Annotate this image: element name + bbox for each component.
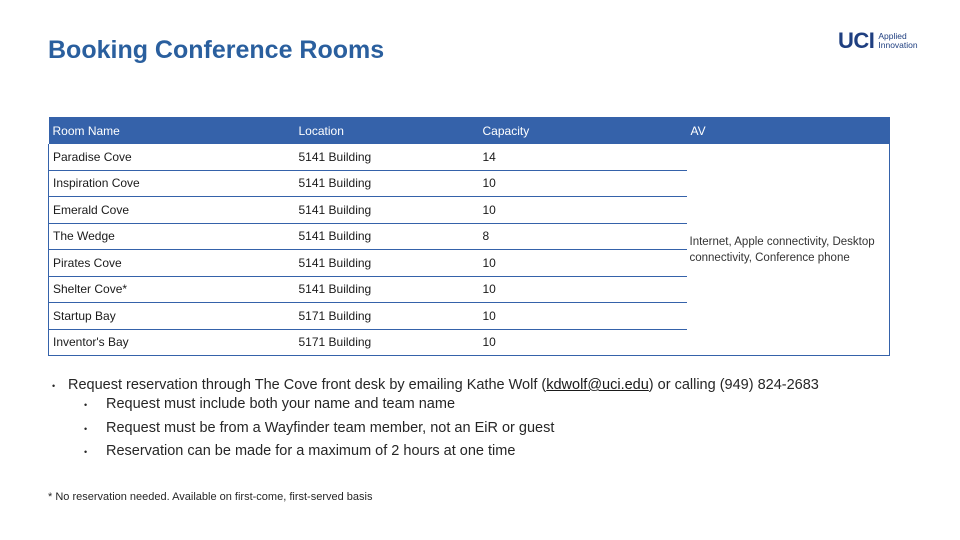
capacity-cell: 8 (479, 223, 687, 250)
sub-bullet (84, 393, 952, 417)
av-cell: Internet, Apple connectivity, Desktop connectivity, Conference phone (687, 144, 890, 356)
logo-text (878, 32, 917, 50)
room-name-cell: The Wedge (49, 223, 295, 250)
capacity-cell: 10 (479, 303, 687, 330)
bullet-dot: • (84, 423, 88, 434)
room-name-cell: Inspiration Cove (49, 170, 295, 197)
location-cell: 5141 Building (295, 223, 479, 250)
column-header-room-name: Room Name (49, 117, 295, 144)
uci-applied-innovation-logo (838, 30, 918, 52)
room-name-cell: Paradise Cove (49, 144, 295, 170)
room-name-cell: Emerald Cove (49, 197, 295, 224)
table-header-row (49, 117, 890, 144)
rooms-table (48, 117, 890, 356)
logo-text-line1: Applied (878, 31, 907, 41)
room-name-cell: Shelter Cove* (49, 276, 295, 303)
capacity-cell: 10 (479, 329, 687, 356)
sub-bullet-text: Request must be from a Wayfinder team member, not an EiR or guest (106, 419, 555, 436)
column-header-av: AV (687, 117, 890, 144)
main-bullet-suffix: ) or calling (949) 824-2683 (648, 377, 819, 393)
logo-text-line2: Innovation (878, 40, 918, 50)
page-title: Booking Conference Rooms (48, 36, 385, 64)
location-cell: 5171 Building (295, 329, 479, 356)
capacity-cell: 10 (479, 197, 687, 224)
footnote: * No reservation needed. Available on first-come, first-served basis (48, 491, 373, 503)
main-bullet-prefix: Request reservation through The Cove front desk by emailing Kathe Wolf ( (68, 377, 547, 393)
reservation-notes (52, 377, 952, 464)
location-cell: 5141 Building (295, 276, 479, 303)
email-link[interactable]: kdwolf@uci.edu (546, 377, 649, 393)
main-bullet (52, 377, 952, 393)
bullet-dot: • (84, 400, 88, 410)
main-bullet-text (68, 377, 819, 393)
bullet-dot: • (52, 381, 56, 391)
sub-bullet-text: Request must include both your name and team name (106, 396, 456, 412)
sub-bullet (84, 417, 952, 441)
column-header-location: Location (295, 117, 479, 144)
location-cell: 5171 Building (295, 303, 479, 330)
capacity-cell: 14 (479, 144, 687, 170)
sub-bullet-text: Reservation can be made for a maximum of 2 hours at one time (106, 443, 516, 459)
bullet-dot: • (84, 447, 88, 457)
room-name-cell: Inventor's Bay (49, 329, 295, 356)
location-cell: 5141 Building (295, 250, 479, 277)
location-cell: 5141 Building (295, 197, 479, 224)
location-cell: 5141 Building (295, 144, 479, 170)
room-name-cell: Pirates Cove (49, 250, 295, 277)
capacity-cell: 10 (479, 250, 687, 277)
sub-bullet (84, 440, 952, 464)
room-name-cell: Startup Bay (49, 303, 295, 330)
column-header-capacity: Capacity (479, 117, 687, 144)
sub-bullet-list (52, 393, 952, 464)
location-cell: 5141 Building (295, 170, 479, 197)
capacity-cell: 10 (479, 276, 687, 303)
capacity-cell: 10 (479, 170, 687, 197)
table-row (49, 144, 890, 170)
logo-mark: UCI (838, 28, 875, 53)
